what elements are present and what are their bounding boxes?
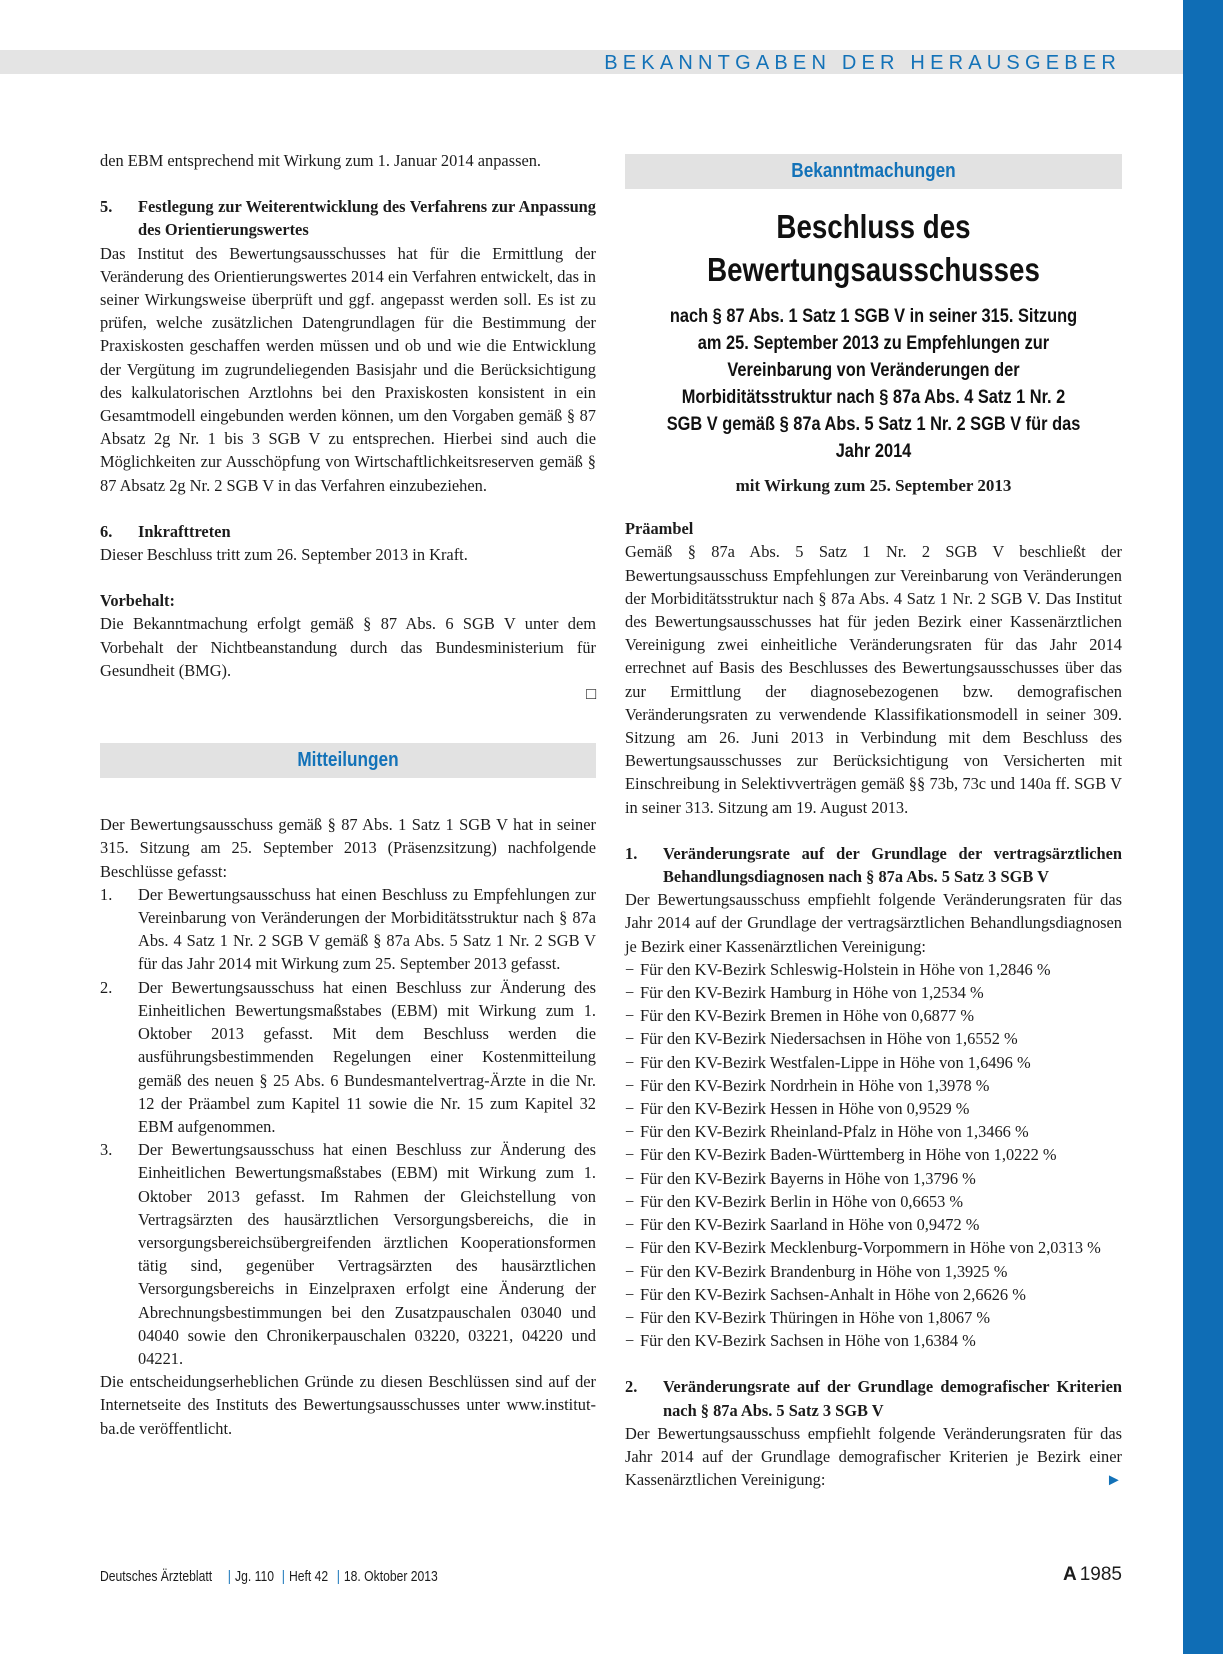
end-mark-icon: □	[586, 684, 596, 704]
section-number: 2.	[625, 1377, 638, 1397]
item-number: 1.	[100, 884, 113, 904]
rate-text: Für den KV-Bezirk Sachsen-Anhalt in Höhe von 2,6626 %	[640, 1284, 1026, 1304]
section-1-body: Der Bewertungsausschuss empfiehlt folgende Veränderungsraten für das Jahr 2014 auf der Grundlage der vertragsärztlichen Behandlungsdiagnosen je Bezirk einer Kassenärztlichen Vereinigung:	[625, 890, 1122, 956]
mitteilungen-list	[100, 883, 596, 1370]
mitteilungen-closing: Die entscheidungserheblichen Gründe zu diesen Beschlüssen sind auf der Internetseite des Instituts des Bewertungsausschusses unter www.institut-ba.de veröffentlicht.	[100, 1372, 596, 1438]
intro-text: den EBM entsprechend mit Wirkung zum 1. Januar 2014 anpassen.	[100, 151, 542, 170]
section-5-heading	[100, 195, 596, 241]
dash-bullet: −	[625, 1029, 635, 1049]
rate-item	[625, 1143, 1122, 1166]
rate-text: Für den KV-Bezirk Bremen in Höhe von 0,6877 %	[640, 1006, 974, 1026]
rate-text: Für den KV-Bezirk Schleswig-Holstein in Höhe von 1,2846 %	[640, 959, 1051, 979]
journal-issue: Heft 42	[289, 1568, 329, 1585]
journal-volume: Jg. 110	[235, 1568, 275, 1585]
page-prefix: A	[1062, 1564, 1077, 1585]
rate-item	[625, 1004, 1122, 1027]
rates-list	[625, 958, 1122, 1352]
dash-bullet: −	[625, 1006, 635, 1026]
dash-bullet: −	[625, 1145, 635, 1165]
dash-bullet: −	[625, 1122, 635, 1142]
rate-text: Für den KV-Bezirk Hamburg in Höhe von 1,2534 %	[640, 983, 984, 1003]
rate-item	[625, 1097, 1122, 1120]
rate-text: Für den KV-Bezirk Rheinland-Pfalz in Höhe von 1,3466 %	[640, 1122, 1029, 1142]
dash-bullet: −	[625, 1238, 635, 1258]
rate-item	[625, 1260, 1122, 1283]
rate-item	[625, 1283, 1122, 1306]
mitteilungen-heading: Mitteilungen	[135, 743, 562, 778]
rate-text: Für den KV-Bezirk Saarland in Höhe von 0,9472 %	[640, 1215, 980, 1235]
rate-text: Für den KV-Bezirk Thüringen in Höhe von 1,8067 %	[640, 1307, 991, 1327]
section-2-body	[625, 1422, 1122, 1492]
sidebar-stripe	[1183, 0, 1223, 1654]
footer-citation	[100, 1568, 1122, 1585]
dash-bullet: −	[625, 1307, 635, 1327]
rate-item	[625, 1329, 1122, 1352]
rate-text: Für den KV-Bezirk Westfalen-Lippe in Höhe von 1,6496 %	[640, 1052, 1031, 1072]
section-number: 6.	[100, 521, 113, 541]
header-title: BEKANNTGABEN DER HERAUSGEBER	[604, 52, 1121, 74]
left-column	[100, 149, 596, 1440]
item-text: Der Bewertungsausschuss hat einen Beschluss zu Empfehlungen zur Vereinbarung von Veränderungen der Morbiditätsstruktur nach § 87a Abs. 4 Satz 1 Nr. 2 SGB V gemäß § 87a Abs. 5 Satz 1 Nr. 2 SGB V für das Jahr 2014 mit Wirkung zum 25. September 2013 gefasst.	[138, 884, 596, 974]
right-column	[625, 154, 1122, 1491]
list-item	[100, 883, 596, 976]
mitteilungen-band	[100, 743, 596, 778]
rate-text: Für den KV-Bezirk Baden-Württemberg in Höhe von 1,0222 %	[640, 1145, 1057, 1165]
resolution-headline: Beschluss des Bewertungsausschusses	[707, 208, 1040, 288]
item-number: 3.	[100, 1140, 113, 1160]
dash-bullet: −	[625, 1261, 635, 1281]
section-title: Veränderungsrate auf der Grundlage demografischer Kriterien nach § 87a Abs. 5 Satz 3 SGB V	[663, 1377, 1122, 1420]
bekanntmachungen-band	[625, 154, 1122, 189]
rate-text: Für den KV-Bezirk Nordrhein in Höhe von 1,3978 %	[640, 1075, 990, 1095]
separator: |	[282, 1568, 286, 1585]
dash-bullet: −	[625, 1215, 635, 1235]
list-item	[100, 1138, 596, 1370]
rate-item	[625, 958, 1122, 981]
dash-bullet: −	[625, 1191, 635, 1211]
dash-bullet: −	[625, 1284, 635, 1304]
praeambel-title: Präambel	[625, 519, 694, 539]
item-number: 2.	[100, 977, 113, 997]
dash-bullet: −	[625, 1099, 635, 1119]
bekanntmachungen-heading: Bekanntmachungen	[660, 154, 1087, 189]
rate-item	[625, 981, 1122, 1004]
rate-text: Für den KV-Bezirk Brandenburg in Höhe von 1,3925 %	[640, 1261, 1008, 1281]
rate-text: Für den KV-Bezirk Bayerns in Höhe von 1,3796 %	[640, 1168, 976, 1188]
rate-item	[625, 1306, 1122, 1329]
section-1-heading	[625, 842, 1122, 888]
vorbehalt-title: Vorbehalt:	[100, 591, 175, 611]
rate-item	[625, 1167, 1122, 1190]
section-title: Inkrafttreten	[138, 521, 231, 541]
journal-date: 18. Oktober 2013	[343, 1568, 438, 1585]
vorbehalt-body: Die Bekanntmachung erfolgt gemäß § 87 Abs. 6 SGB V unter dem Vorbehalt der Nichtbeanstandung durch das Bundesministerium für Gesundheit (BMG).	[100, 614, 596, 680]
rate-text: Für den KV-Bezirk Berlin in Höhe von 0,6653 %	[640, 1191, 964, 1211]
section-title: Festlegung zur Weiterentwicklung des Verfahrens zur Anpassung des Orientierungswertes	[138, 197, 596, 240]
dash-bullet: −	[625, 1331, 635, 1351]
rate-text: Für den KV-Bezirk Hessen in Höhe von 0,9529 %	[640, 1099, 970, 1119]
section-2-text: Der Bewertungsausschuss empfiehlt folgende Veränderungsraten für das Jahr 2014 auf der Grundlage demografischer Kriterien je Bezirk einer Kassenärztlichen Vereinigung:	[625, 1423, 1122, 1490]
continue-arrow-icon: ►	[1105, 1470, 1122, 1490]
item-text: Der Bewertungsausschuss hat einen Beschluss zur Änderung des Einheitlichen Bewertungsmaßstabes (EBM) mit Wirkung zum 1. Oktober 2013 gefasst. Mit dem Beschluss werden die ausführungsbestimmenden Regelungen einer Kostenmitteilung gemäß des neuen § 25 Abs. 6 Bundesmantelvertrag-Ärzte in die Nr. 12 der Präambel zum Kapitel 11 sowie die Nr. 15 zum Kapitel 32 EBM aufgenommen.	[138, 977, 596, 1136]
list-item	[100, 976, 596, 1138]
page-number	[1063, 1564, 1122, 1586]
page-value: 1985	[1079, 1564, 1122, 1585]
praeambel-body: Gemäß § 87a Abs. 5 Satz 1 Nr. 2 SGB V beschließt der Bewertungsausschuss Empfehlungen zur Vereinbarung von Veränderungen der Morbiditätsstruktur nach § 87a Abs. 4 Satz 1 Nr. 2 SGB V. Das Institut des Bewertungsausschusses hat für jeden Bezirk einer Kassenärztlichen Vereinigung zwei einheitliche Veränderungsraten für das Jahr 2014 errechnet auf Basis des Beschlusses des Bewertungsausschusses über das zur Ermittlung der diagnosebezogenen bzw. demografischen Veränderungsraten zu verwendende Klassifikationsmodell in seiner 309. Sitzung am 26. Juni 2013 in Verbindung mit dem Beschluss des Bewertungsausschusses zur Berücksichtigung von Versicherten mit Einschreibung in Selektivverträgen gemäß §§ 73b, 73c und 140a ff. SGB V in seiner 313. Sitzung am 19. August 2013.	[625, 542, 1122, 817]
effective-date: mit Wirkung zum 25. September 2013	[735, 476, 1012, 495]
section-6-heading	[100, 520, 596, 543]
section-number: 1.	[625, 843, 638, 863]
dash-bullet: −	[625, 959, 635, 979]
section-5-body: Das Institut des Bewertungsausschusses hat für die Ermittlung der Veränderung des Orientierungswertes 2014 ein Verfahren entwickelt, das in seiner Wirkungsweise überprüft und ggf. angepasst werden soll. Es ist zu prüfen, welche zusätzlichen Datengrundlagen für die Bestimmung der Praxiskosten geschaffen werden müssen und ob und wie die Entwicklung der Vergütung im zugrundeliegenden Basisjahr und die Berücksichtigung des kalkulatorischen Arztlohns bei den Praxiskosten konsistent in ein Gesamtmodell eingebunden werden können, um den Vorgaben gemäß § 87 Absatz 2g Nr. 1 bis 3 SGB V zu entsprechen. Hierbei sind auch die Möglichkeiten zur Ausschöpfung von Wirtschaftlichkeitsreserven gemäß § 87 Absatz 2g Nr. 2 SGB V in das Verfahren einzubeziehen.	[100, 243, 596, 495]
section-title: Veränderungsrate auf der Grundlage der vertragsärztlichen Behandlungsdiagnosen nach § 87a Abs. 5 Satz 3 SGB V	[663, 843, 1122, 887]
section-number: 5.	[100, 197, 113, 217]
rate-item	[625, 1027, 1122, 1050]
resolution-subheadline: nach § 87 Abs. 1 Satz 1 SGB V in seiner 315. Sitzung am 25. September 2013 zu Empfehlungen zur Vereinbarung von Veränderungen der Morbiditätsstruktur nach § 87a Abs. 4 Satz 1 Nr. 2 SGB V gemäß § 87a Abs. 5 Satz 1 Nr. 2 SGB V für das Jahr 2014	[666, 305, 1081, 462]
footer	[100, 1564, 1122, 1592]
item-text: Der Bewertungsausschuss hat einen Beschluss zur Änderung des Einheitlichen Bewertungsmaßstabes (EBM) mit Wirkung zum 1. Oktober 2013 gefasst. Im Rahmen der Gleichstellung von Vertragsärzten des hausärztlichen Versorgungsbereichs, die in versorgungsbereichsübergreifenden ärztlichen Kooperationsformen tätig sind, gegenüber Vertragsärzten des hausärztlichen Versorgungsbereichs in Einzelpraxen erfolgt eine Änderung der Abrechnungsbestimmungen bei den Zusatzpauschalen 03040 und 04040 sowie den Chronikerpauschalen 03220, 03221, 04220 und 04221.	[138, 1140, 596, 1368]
mitteilungen-intro: Der Bewertungsausschuss gemäß § 87 Abs. 1 Satz 1 SGB V hat in seiner 315. Sitzung am 25. September 2013 (Präsenzsitzung) nachfolgende Beschlüsse gefasst:	[100, 815, 596, 881]
rate-text: Für den KV-Bezirk Mecklenburg-Vorpommern in Höhe von 2,0313 %	[640, 1238, 1101, 1258]
dash-bullet: −	[625, 983, 635, 1003]
journal-name: Deutsches Ärzteblatt	[100, 1568, 213, 1585]
rate-item	[625, 1051, 1122, 1074]
dash-bullet: −	[625, 1075, 635, 1095]
separator: |	[336, 1568, 340, 1585]
dash-bullet: −	[625, 1052, 635, 1072]
section-6-body: Dieser Beschluss tritt zum 26. September 2013 in Kraft.	[100, 545, 468, 565]
separator: |	[228, 1568, 232, 1585]
rate-text: Für den KV-Bezirk Sachsen in Höhe von 1,6384 %	[640, 1331, 976, 1351]
rate-item	[625, 1190, 1122, 1213]
rate-text: Für den KV-Bezirk Niedersachsen in Höhe von 1,6552 %	[640, 1029, 1018, 1049]
rate-item	[625, 1120, 1122, 1143]
dash-bullet: −	[625, 1168, 635, 1188]
rate-item	[625, 1074, 1122, 1097]
rate-item	[625, 1236, 1122, 1259]
rate-item	[625, 1213, 1122, 1236]
section-2-heading	[625, 1375, 1122, 1421]
header-bar	[0, 50, 1183, 74]
